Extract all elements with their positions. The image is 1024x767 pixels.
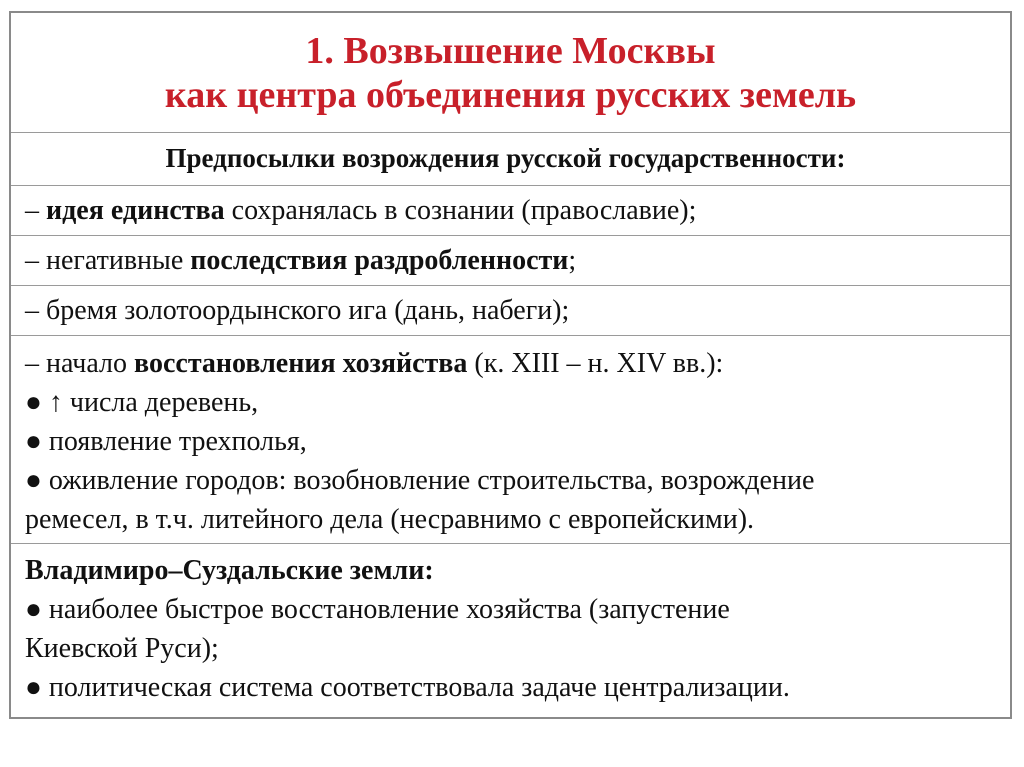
item-bold: последствия раздробленности: [190, 245, 569, 276]
title-cell: [11, 13, 1010, 132]
vladimir-line: ● наиболее быстрое восстановление хозяйства (запустение: [25, 594, 730, 625]
vladimir-line: ● политическая система соответствовала задаче централизации.: [25, 672, 790, 703]
item-rest: сохранялась в сознании (православие);: [224, 195, 697, 226]
item-row-yoke: [11, 285, 1010, 335]
economy-bullet: ● появление трехполья,: [25, 426, 307, 457]
economy-bold: восстановления хозяйства: [134, 348, 468, 379]
item-text: – бремя золотоордынского ига (дань, набеги);: [25, 295, 570, 326]
economy-rest: (к. XIII – н. XIV вв.):: [467, 348, 724, 379]
item-rest: ;: [568, 245, 577, 276]
economy-bullet: ● ↑ числа деревень,: [25, 387, 259, 418]
vladimir-heading: Владимиро–Суздальские земли:: [25, 555, 434, 586]
item-prefix: – негативные: [25, 245, 191, 276]
subtitle-cell: [11, 132, 1010, 185]
title-line-1: 1. Возвышение Москвы: [305, 30, 716, 72]
vladimir-cell: [11, 543, 1010, 717]
vladimir-line: Киевской Руси);: [25, 633, 219, 664]
item-row-unity: [11, 185, 1010, 235]
economy-prefix: – начало: [25, 348, 135, 379]
economy-bullet: ● оживление городов: возобновление строительства, возрождение: [25, 465, 815, 496]
item-bold: идея единства: [46, 195, 225, 226]
item-row-fragmentation: [11, 235, 1010, 285]
economy-bullet-continuation: ремесел, в т.ч. литейного дела (несравнимо с европейскими).: [25, 504, 755, 535]
item-prefix: –: [25, 195, 46, 226]
subtitle: Предпосылки возрождения русской государственности:: [165, 143, 846, 173]
economy-heading: [25, 344, 1000, 383]
economy-cell: [11, 335, 1010, 543]
content-table: [9, 11, 1012, 719]
title-line-2: как центра объединения русских земель: [164, 74, 857, 116]
